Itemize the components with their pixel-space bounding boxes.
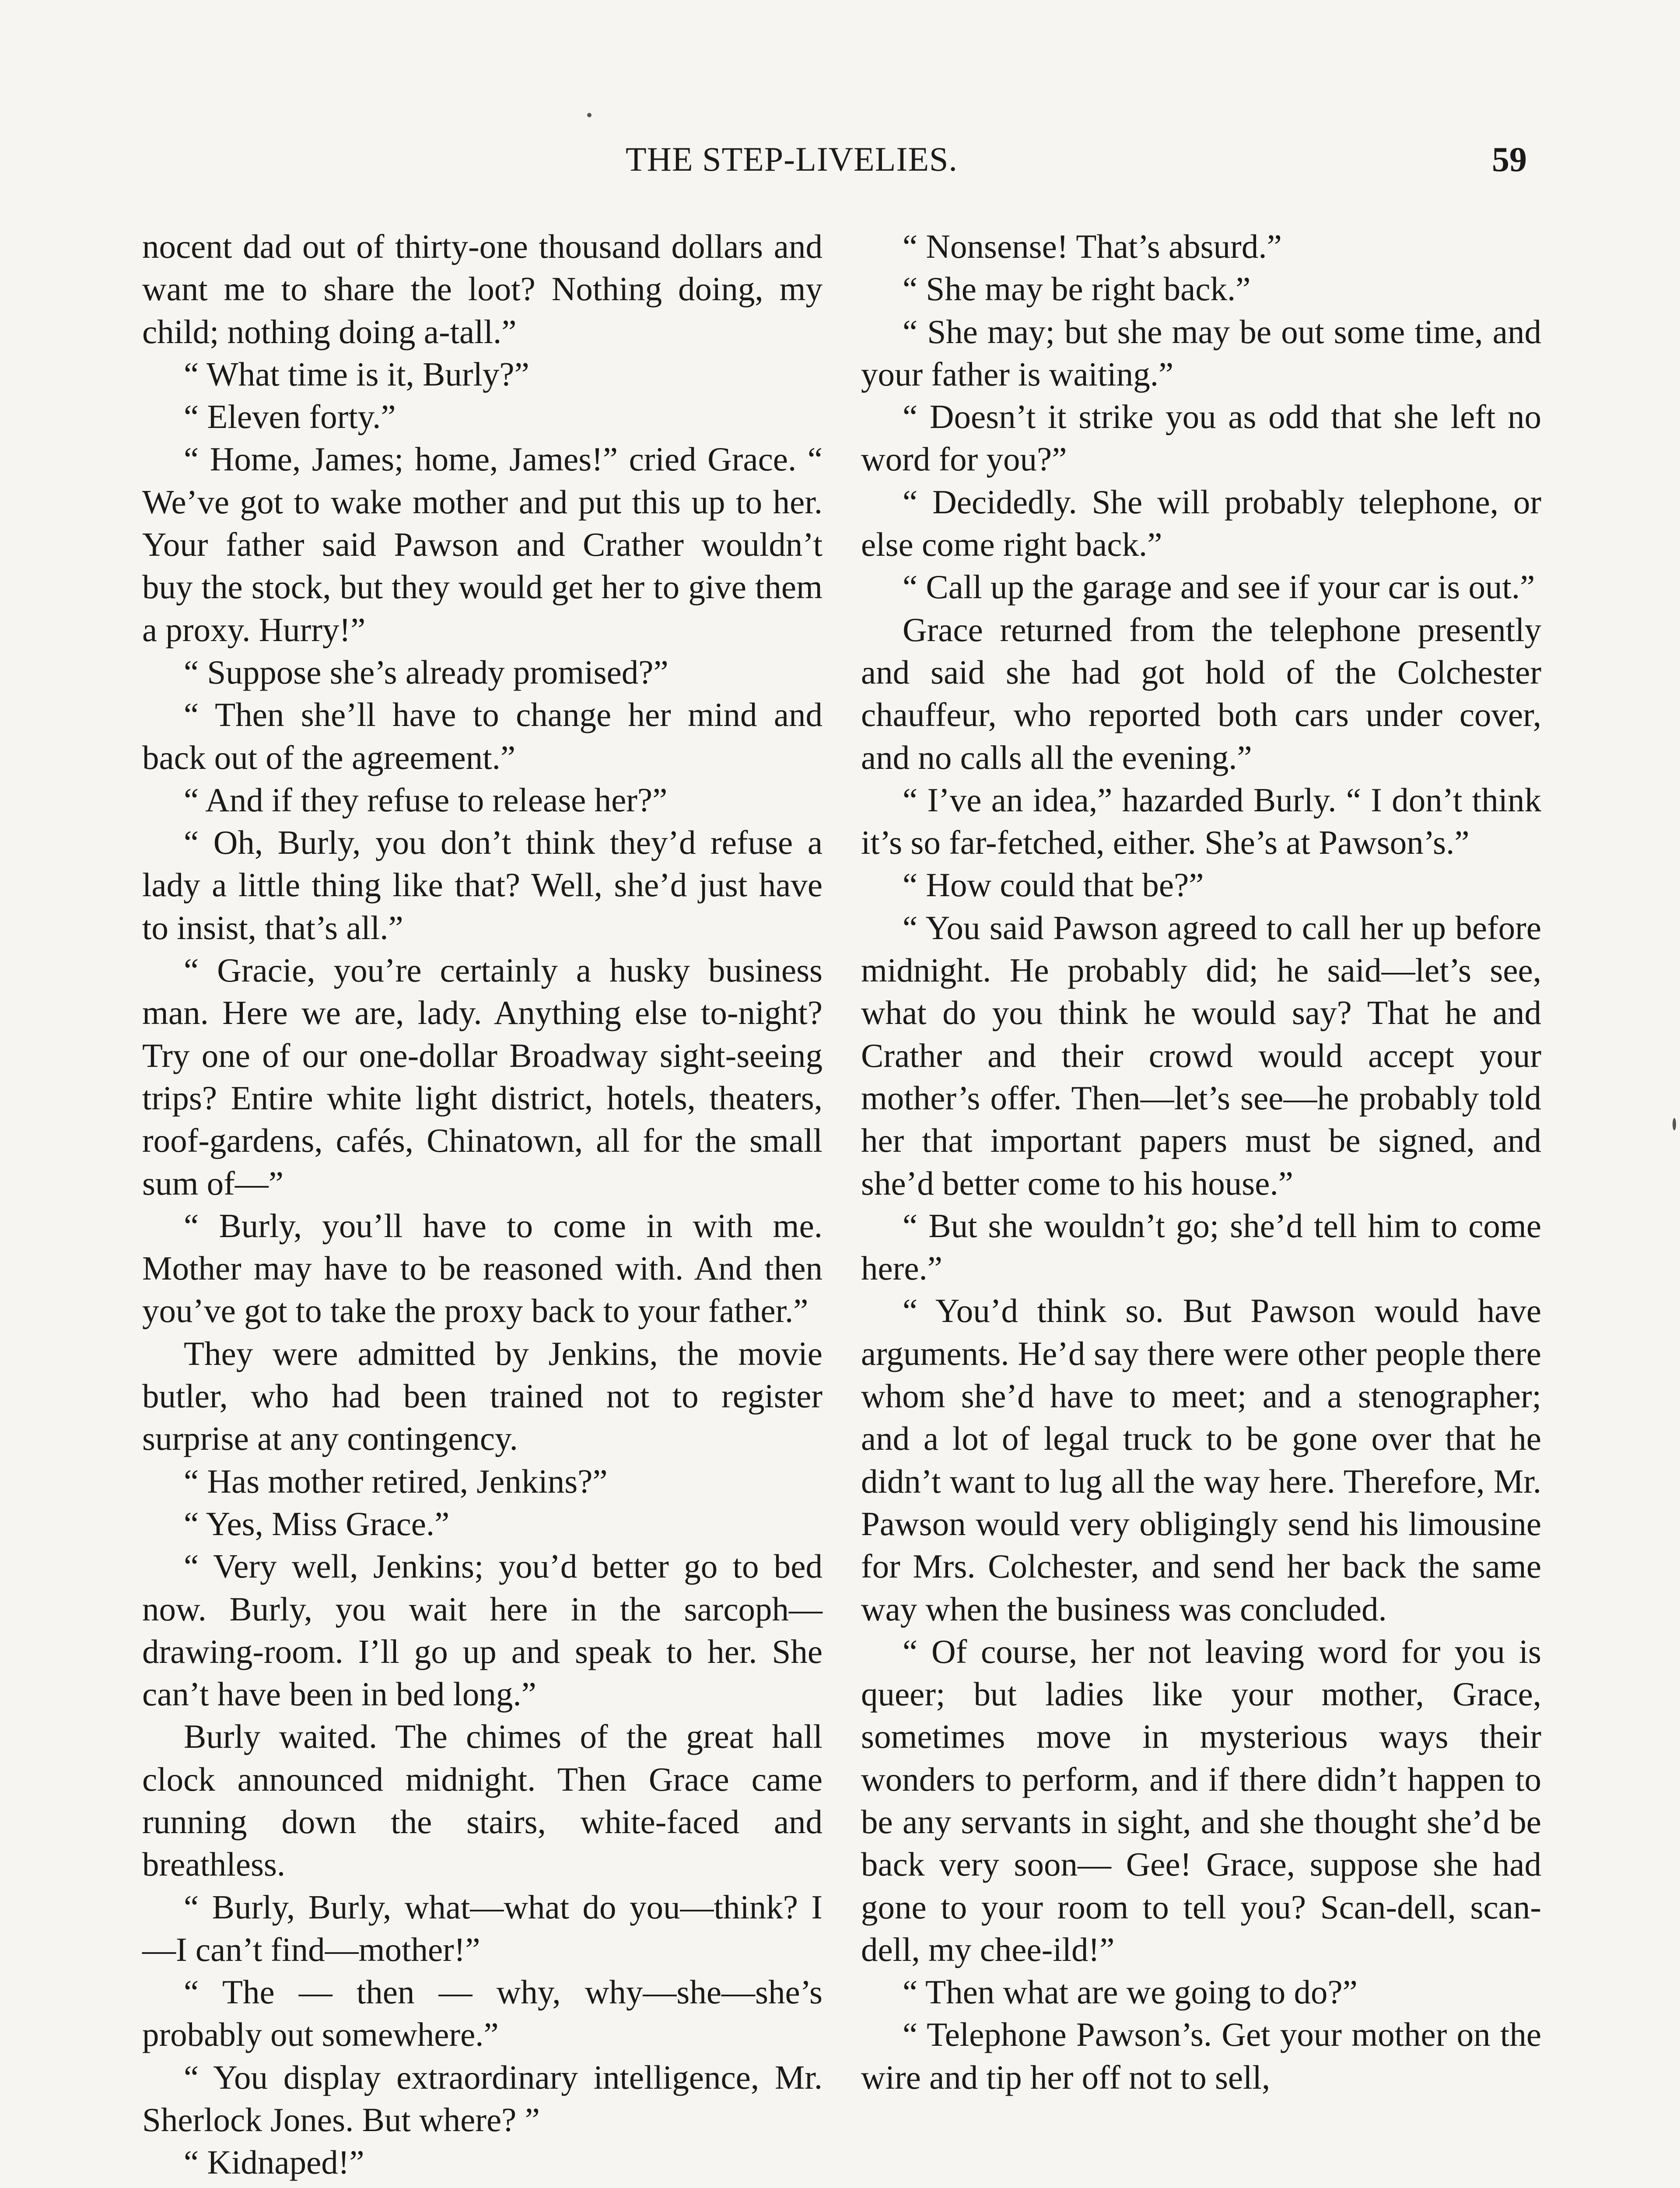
paragraph: “ Of course, her not leaving word for you is queer; but ladies like your mother, Grace, sometimes move in mysterious ways their wonders to perform, and if there didn’t happen to be any servants in sight, and she thought she’d be back very soon— Gee! Grace, suppose she had gone to your room to tell you? Scan-dell, scan-dell, my chee-ild!” bbox=[861, 1632, 1541, 1968]
paragraph: “ Eleven forty.” bbox=[184, 398, 396, 436]
page-number: 59 bbox=[1492, 140, 1527, 179]
paragraph: “ Kidnaped!” bbox=[184, 2143, 364, 2181]
running-head: THE STEP-LIVELIES. bbox=[626, 140, 958, 178]
paragraph: “ Yes, Miss Grace.” bbox=[184, 1504, 450, 1543]
paragraph: They were admitted by Jenkins, the movie butler, who had been trained not to register surprise at any contingency. bbox=[142, 1334, 822, 1458]
paragraph: “ I’ve an idea,” hazarded Burly. “ I don’t think it’s so far-fetched, either. She’s at Pawson’s.” bbox=[861, 781, 1541, 862]
paragraph: “ But she wouldn’t go; she’d tell him to come here.” bbox=[861, 1206, 1541, 1287]
paragraph: “ Nonsense! That’s absurd.” bbox=[903, 228, 1282, 265]
paragraph: “ Call up the garage and see if your car is out.” bbox=[903, 568, 1535, 606]
paragraph: “ Suppose she’s already promised?” bbox=[184, 653, 668, 691]
paragraph: “ Gracie, you’re certainly a husky business man. Here we are, lady. Anything else to-night? Try one of our one-dollar Broadway sight-seeing trips? Entire white light district, hotels, theaters, roof-gardens, cafés, Chinatown, all for the small sum of—” bbox=[142, 951, 822, 1202]
paragraph: “ You’d think so. But Pawson would have arguments. He’d say there were other people there whom she’d have to meet; and a stenographer; and a lot of legal truck to be gone over that he didn’t want to lug all the way here. Therefore, Mr. Pawson would very obligingly send his limousine for Mrs. Colchester, and send her back the same way when the business was concluded. bbox=[861, 1292, 1541, 1628]
paragraph: “ How could that be?” bbox=[903, 866, 1204, 904]
paragraph: “ And if they refuse to release her?” bbox=[184, 781, 668, 819]
paragraph: “ Home, James; home, James!” cried Grace. “ We’ve got to wake mother and put this up to her. Your father said Pawson and Crather wouldn’t buy the stock, but they would get her to give them a proxy. Hurry!” bbox=[142, 440, 822, 649]
paragraph: Burly waited. The chimes of the great hall clock announced midnight. Then Grace came running down the stairs, white-faced and breathless. bbox=[142, 1718, 822, 1883]
dust-speck bbox=[587, 113, 592, 117]
paragraph: “ She may; but she may be out some time, and your father is waiting.” bbox=[861, 312, 1541, 393]
paragraph: Grace returned from the telephone presently and said she had got hold of the Colchester chauffeur, who reported both cars under cover, and no calls all the evening.” bbox=[861, 610, 1541, 776]
paragraph: “ She may be right back.” bbox=[903, 270, 1251, 308]
paragraph: “ Then she’ll have to change her mind and back out of the agreement.” bbox=[142, 696, 822, 776]
paragraph: “ What time is it, Burly?” bbox=[184, 355, 529, 393]
paragraph: “ Then what are we going to do?” bbox=[903, 1973, 1358, 2011]
paragraph: nocent dad out of thirty-one thousand dollars and want me to share the loot? Nothing doing, my child; nothing doing a-tall.” bbox=[142, 228, 822, 351]
paragraph: “ Decidedly. She will probably telephone, or else come right back.” bbox=[861, 483, 1541, 564]
paragraph: “ You said Pawson agreed to call her up before midnight. He probably did; he said—let’s see, what do you think he would say? That he and Crather and their crowd would accept your mother’s offer. Then—let’s see—he probably told her that important papers must be signed, and she’d better come to his house.” bbox=[861, 908, 1541, 1202]
paragraph: “ You display extraordinary intelligence, Mr. Sherlock Jones. But where? ” bbox=[142, 2058, 822, 2139]
dust-speck bbox=[1673, 1118, 1676, 1130]
paragraph: “ Telephone Pawson’s. Get your mother on the wire and tip her off not to sell, bbox=[861, 2016, 1541, 2096]
paragraph: “ Very well, Jenkins; you’d better go to bed now. Burly, you wait here in the sarcoph—drawing-room. I’ll go up and speak to her. She can’t have been in bed long.” bbox=[142, 1547, 822, 1713]
paragraph: “ The — then — why, why—she—she’s probably out somewhere.” bbox=[142, 1973, 822, 2054]
paragraph: “ Oh, Burly, you don’t think they’d refuse a lady a little thing like that? Well, she’d just have to insist, that’s all.” bbox=[142, 824, 822, 947]
paragraph: “ Doesn’t it strike you as odd that she left no word for you?” bbox=[861, 398, 1541, 478]
left-text-column bbox=[142, 225, 822, 2184]
right-text-column bbox=[861, 225, 1541, 2099]
paragraph: “ Burly, you’ll have to come in with me. Mother may have to be reasoned with. And then you’ve got to take the proxy back to your father.” bbox=[142, 1206, 822, 1330]
paragraph: “ Burly, Burly, what—what do you—think? I—I can’t find—mother!” bbox=[142, 1888, 822, 1968]
paragraph: “ Has mother retired, Jenkins?” bbox=[184, 1462, 608, 1500]
